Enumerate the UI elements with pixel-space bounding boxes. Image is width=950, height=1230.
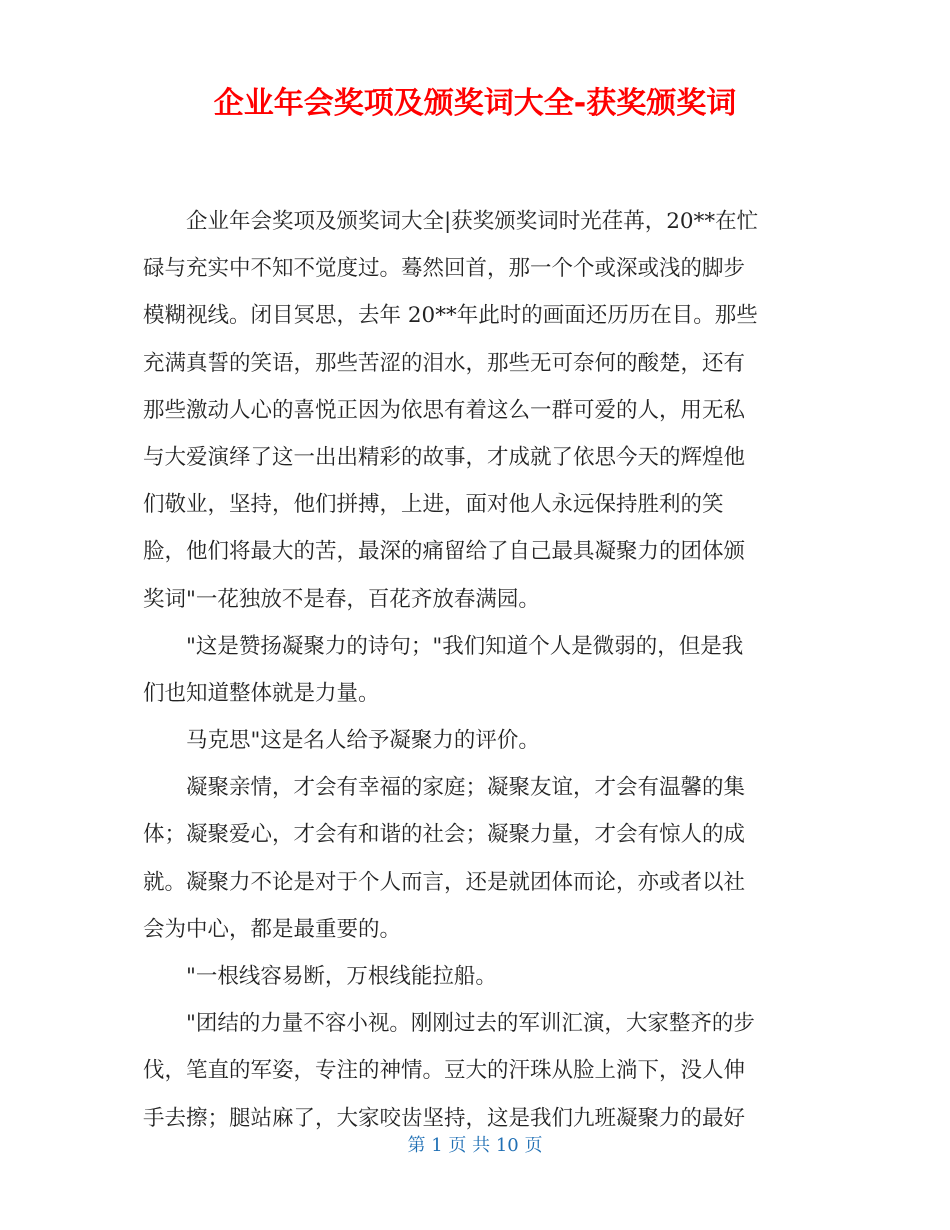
body-line: 凝聚亲情，才会有幸福的家庭；凝聚友谊，才会有温馨的集 — [186, 775, 746, 801]
body-line: 那些激动人心的喜悦正因为依思有着这么一群可爱的人，用无私 — [143, 397, 746, 423]
body-line: 充满真誓的笑语，那些苦涩的泪水，那些无可奈何的酸楚，还有 — [143, 350, 746, 376]
body-line: "团结的力量不容小视。刚刚过去的军训汇演，大家整齐的步 — [186, 1011, 755, 1037]
body-line: 体；凝聚爱心，才会有和谐的社会；凝聚力量，才会有惊人的成 — [143, 822, 746, 848]
body-line: 马克思"这是名人给予凝聚力的评价。 — [186, 728, 540, 754]
body-line: 伐，笔直的军姿，专注的神情。豆大的汗珠从脸上淌下，没人伸 — [143, 1058, 746, 1084]
body-line: 脸，他们将最大的苦，最深的痛留给了自己最具凝聚力的团体颁 — [143, 539, 746, 565]
body-line: 碌与充实中不知不觉度过。蓦然回首，那一个个或深或浅的脚步 — [143, 256, 746, 282]
body-line: "这是赞扬凝聚力的诗句；"我们知道个人是微弱的，但是我 — [186, 633, 744, 659]
document-title: 企业年会奖项及颁奖词大全-获奖颁奖词 — [213, 86, 737, 121]
body-line: 们敬业，坚持，他们拼搏，上进，面对他人永远保持胜利的笑 — [143, 492, 724, 518]
body-line: 企业年会奖项及颁奖词大全|获奖颁奖词时光荏苒，20**在忙 — [186, 209, 759, 234]
page-number-footer: 第 1 页 共 10 页 — [407, 1135, 543, 1156]
document-body — [143, 198, 808, 1142]
body-line: 手去擦；腿站麻了，大家咬齿坚持，这是我们九班凝聚力的最好 — [143, 1105, 746, 1131]
body-line: 会为中心，都是最重要的。 — [143, 916, 402, 942]
body-line: "一根线容易断，万根线能拉船。 — [186, 964, 497, 989]
body-line: 与大爱演绎了这一出出精彩的故事，才成就了依思今天的辉煌他 — [143, 444, 746, 470]
body-line: 们也知道整体就是力量。 — [143, 680, 380, 706]
body-line: 就。凝聚力不论是对于个人而言，还是就团体而论，亦或者以社 — [143, 869, 746, 895]
body-line: 奖词"一花独放不是春，百花齐放春满园。 — [143, 586, 540, 612]
body-line: 模糊视线。闭目冥思，去年 20**年此时的画面还历历在目。那些 — [143, 303, 758, 329]
